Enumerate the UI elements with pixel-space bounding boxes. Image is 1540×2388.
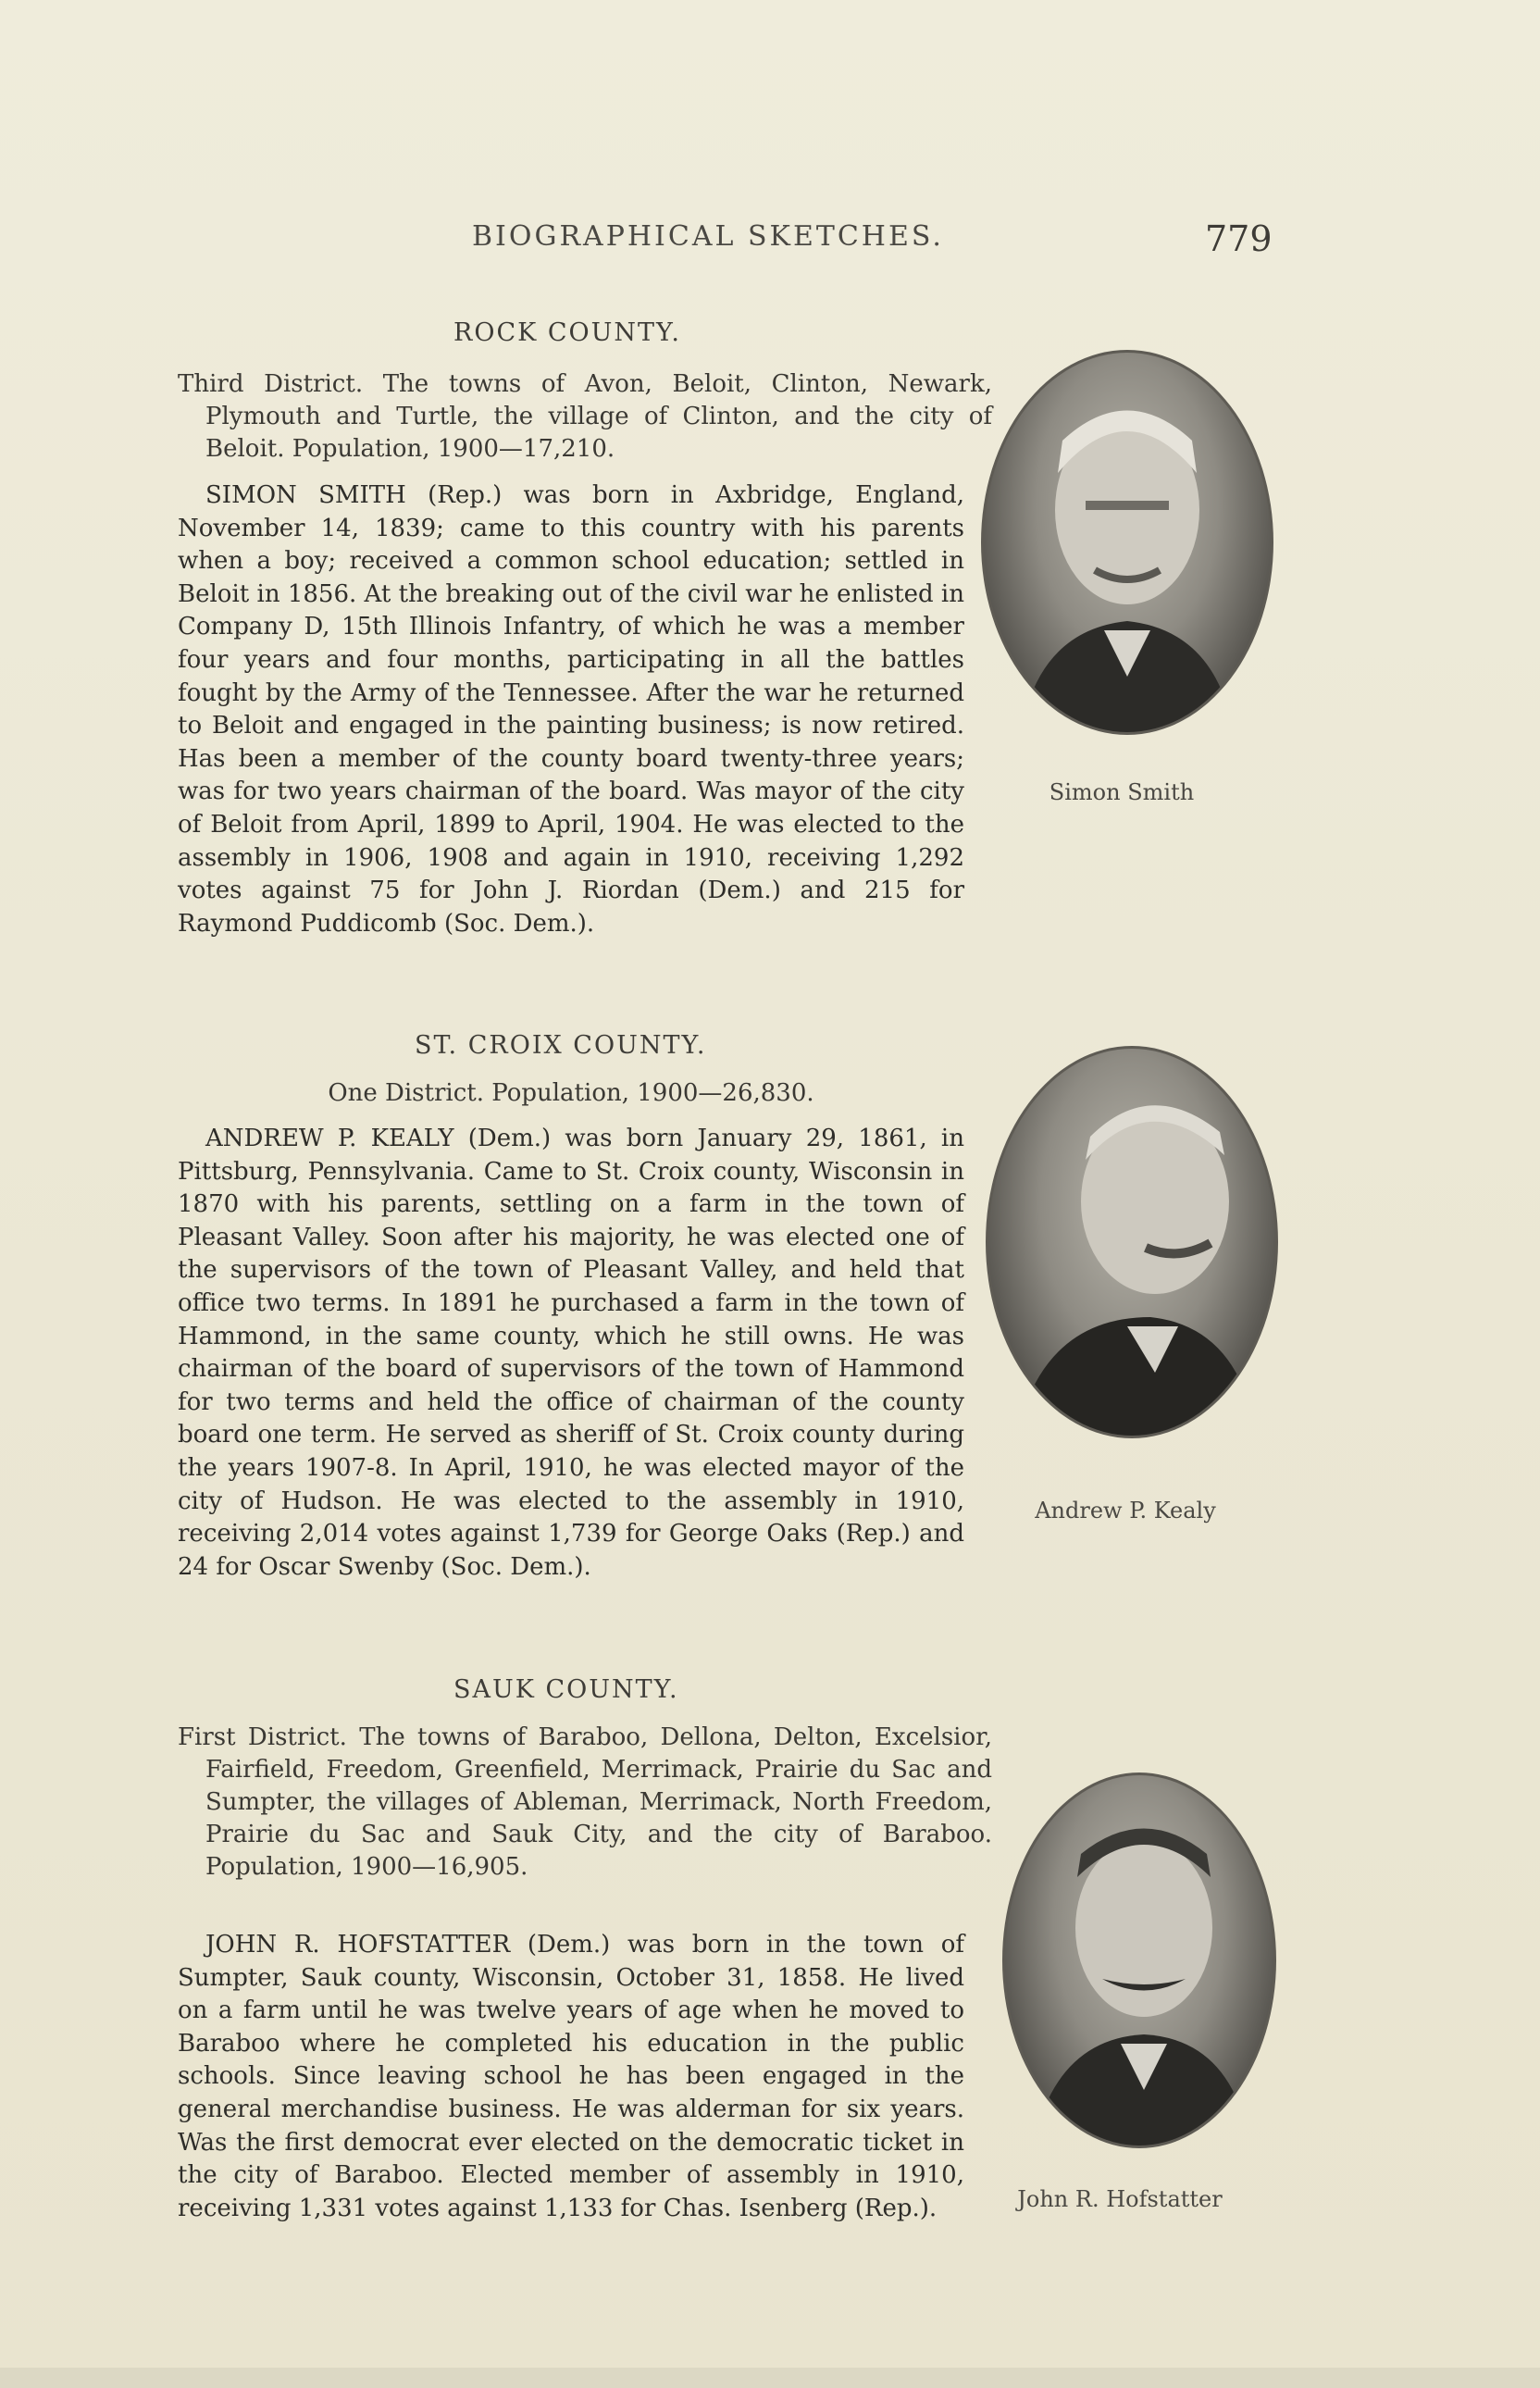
portrait-john-r-hofstatter <box>1002 1772 1276 2148</box>
portrait-john-r-hofstatter-image <box>1005 1775 1273 2145</box>
page-number: 779 <box>1205 218 1273 259</box>
district-description-sauk-county: First District. The towns of Baraboo, Dellona, Delton, Excelsior, Fairfield, Freedom, Greenfield, Merrimack, Prairie du Sac and Sumpter, the villages of Ableman, Merrimack, North Freedom, Prairie du Sac and Sauk City, and the city of Baraboo. Population, 1900—16,905. <box>178 1723 992 1881</box>
running-head: BIOGRAPHICAL SKETCHES. <box>472 220 944 253</box>
portrait-andrew-p-kealy-image <box>988 1049 1275 1436</box>
biography-simon-smith: SIMON SMITH (Rep.) was born in Axbridge, England, November 14, 1839; came to this country with his parents when a boy; received a common school education; settled in Beloit in 1856. At the breaking out of the civil war he enlisted in Company D, 15th Illinois Infantry, of which he was a member four years and four months, participating in all the battles fought by the Army of the Tennessee. After the war he returned to Beloit and engaged in the painting business; is now retired. Has been a member of the county board twenty-three years; was for two years chairman of the board. Was mayor of the city of Beloit from April, 1899 to April, 1904. He was elected to the assembly in 1906, 1908 and again in 1910, receiving 1,292 votes against 75 for John J. Riordan (Dem.) and 215 for Raymond Puddicomb (Soc. Dem.). <box>178 481 964 938</box>
portrait-simon-smith <box>981 350 1273 735</box>
district-description-rock-county: Third District. The towns of Avon, Beloit, Clinton, Newark, Plymouth and Turtle, the village of Clinton, and the city of Beloit. Population, 1900—17,210. <box>178 370 992 463</box>
biography-andrew-p-kealy: ANDREW P. KEALY (Dem.) was born January 29, 1861, in Pittsburg, Pennsylvania. Came to St. Croix county, Wisconsin in 1870 with his parents, settling on a farm in the town of Pleasant Valley. Soon after his majority, he was elected one of the supervisors of the town of Pleasant Valley, and held that office two terms. In 1891 he purchased a farm in the town of Hammond, in the same county, which he still owns. He was chairman of the board of supervisors of the town of Hammond for two terms and held the office of chairman of the county board one term. He served as sheriff of St. Croix county during the years 1907-8. In April, 1910, he was elected mayor of the city of Hudson. He was elected to the assembly in 1910, receiving 2,014 votes against 1,739 for George Oaks (Rep.) and 24 for Oscar Swenby (Soc. Dem.). <box>178 1125 964 1581</box>
portrait-caption-simon-smith: Simon Smith <box>1049 779 1195 805</box>
section-heading-rock-county: ROCK COUNTY. <box>453 318 681 347</box>
biography-john-r-hofstatter: JOHN R. HOFSTATTER (Dem.) was born in the town of Sumpter, Sauk county, Wisconsin, October 31, 1858. He lived on a farm until he was twelve years of age when he moved to Baraboo where he completed his education in the public schools. Since leaving school he has been engaged in the general merchandise business. He was alderman for six years. Was the first democrat ever elected on the democratic ticket in the city of Baraboo. Elected member of assembly in 1910, receiving 1,331 votes against 1,133 for Chas. Isenberg (Rep.). <box>178 1931 964 2222</box>
section-heading-st-croix-county: ST. CROIX COUNTY. <box>415 1031 707 1060</box>
portrait-caption-john-r-hofstatter: John R. Hofstatter <box>1017 2186 1223 2212</box>
page-bottom-edge <box>0 2368 1540 2388</box>
portrait-andrew-p-kealy <box>986 1046 1278 1438</box>
district-description-st-croix-county: One District. Population, 1900—26,830. <box>328 1079 814 1107</box>
portrait-simon-smith-image <box>984 353 1271 732</box>
section-heading-sauk-county: SAUK COUNTY. <box>453 1675 679 1704</box>
portrait-caption-andrew-p-kealy: Andrew P. Kealy <box>1035 1498 1216 1524</box>
